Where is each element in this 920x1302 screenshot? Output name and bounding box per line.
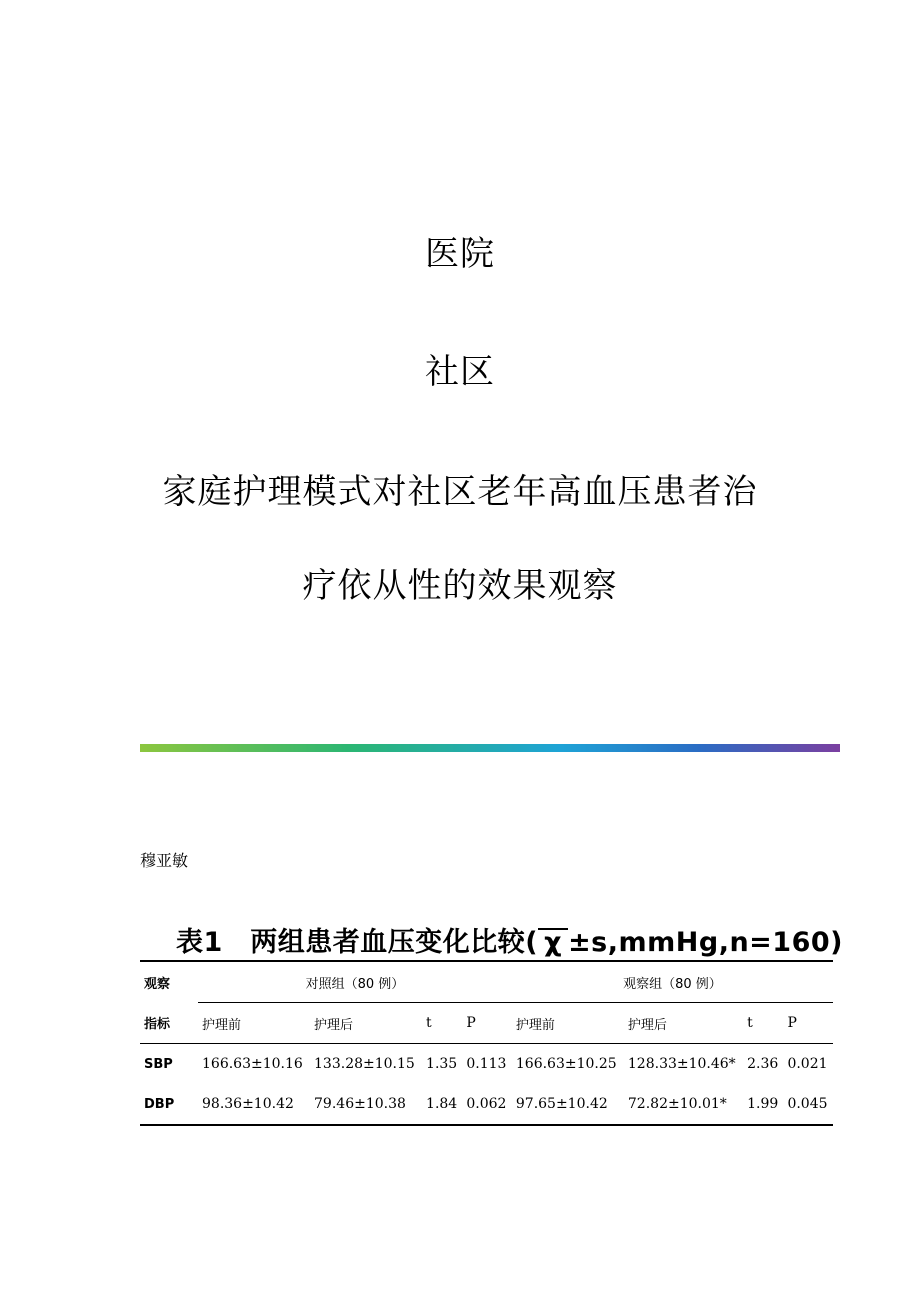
group-control-header: 对照组（80 例） xyxy=(198,961,512,1003)
table-cell: 0.113 xyxy=(466,1056,507,1072)
row-label-dbp: DBP xyxy=(140,1084,198,1125)
subheader-observe-t: t xyxy=(743,1003,783,1044)
table-cell: 166.63±10.16 xyxy=(202,1056,303,1072)
table-cell: 72.82±10.01* xyxy=(624,1084,743,1125)
group-observe-header: 观察组（80 例） xyxy=(512,961,833,1003)
table-cell: 133.28±10.15 xyxy=(314,1056,415,1072)
gradient-divider xyxy=(140,744,840,752)
title-line-1: 医院 xyxy=(425,234,495,274)
subheader-control-t: t xyxy=(422,1003,462,1044)
table-header-row-1 xyxy=(140,961,833,1003)
subheader-observe-before: 护理前 xyxy=(512,1003,624,1044)
table-cell: 128.33±10.46* xyxy=(627,1056,736,1072)
table-cell: 1.35 xyxy=(426,1056,458,1072)
table-row xyxy=(140,1044,833,1085)
table-row xyxy=(140,1084,833,1125)
table-cell: 2.36 xyxy=(747,1056,779,1072)
table-cell: 98.36±10.42 xyxy=(198,1084,310,1125)
row-head-1: 观察 xyxy=(140,961,198,1003)
table-cell: 0.045 xyxy=(783,1084,833,1125)
table-title xyxy=(176,920,843,959)
row-label-sbp: SBP xyxy=(144,1056,173,1072)
table-cell: 1.84 xyxy=(422,1084,462,1125)
subheader-control-after: 护理后 xyxy=(310,1003,422,1044)
subheader-observe-after: 护理后 xyxy=(624,1003,743,1044)
table-cell: 79.46±10.38 xyxy=(310,1084,422,1125)
comparison-table xyxy=(140,960,833,1126)
table-title-suffix: ±s,mmHg,n=160) xyxy=(568,927,844,958)
table-title-mean-symbol: χ xyxy=(538,928,568,956)
subheader-observe-p: P xyxy=(783,1003,833,1044)
title-line-2: 社区 xyxy=(425,352,495,392)
table-header-row-2 xyxy=(140,1003,833,1044)
row-head-2: 指标 xyxy=(140,1003,198,1044)
table-cell: 0.021 xyxy=(787,1056,828,1072)
author-name: 穆亚敏 xyxy=(140,851,189,870)
table-cell: 97.65±10.42 xyxy=(512,1084,624,1125)
table-cell: 1.99 xyxy=(743,1084,783,1125)
subheader-control-before: 护理前 xyxy=(198,1003,310,1044)
table-cell: 166.63±10.25 xyxy=(515,1056,617,1072)
table-title-prefix: 表1 两组患者血压变化比较( xyxy=(176,927,539,958)
subheader-control-p: P xyxy=(462,1003,512,1044)
table-cell: 0.062 xyxy=(462,1084,512,1125)
title-line-4: 疗依从性的效果观察 xyxy=(302,566,618,606)
title-line-3: 家庭护理模式对社区老年高血压患者治 xyxy=(162,472,758,512)
